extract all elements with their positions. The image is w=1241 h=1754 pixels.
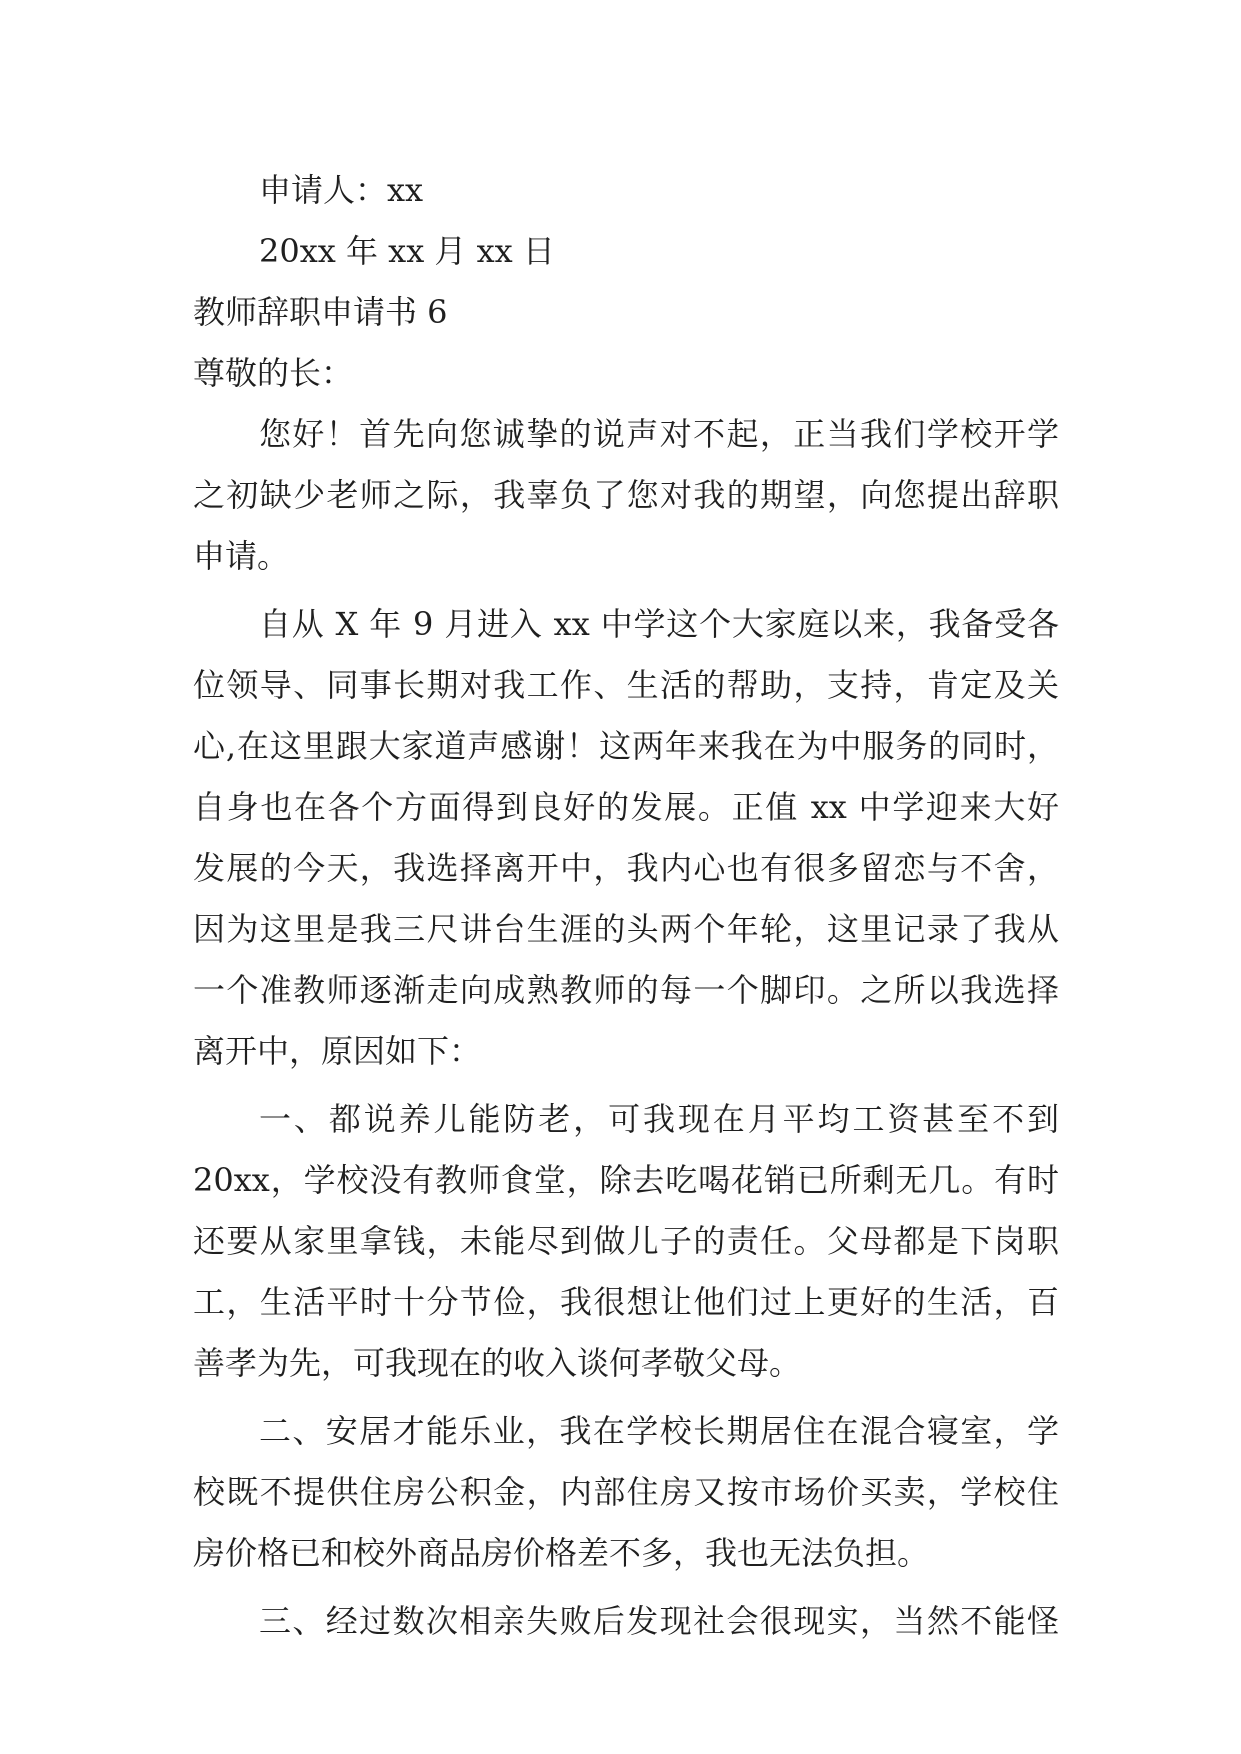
paragraph-line: 工，生活平时十分节俭，我很想让他们过上更好的生活，百 <box>193 1283 1059 1321</box>
paragraph-line: 善孝为先，可我现在的收入谈何孝敬父母。 <box>193 1344 802 1382</box>
para-reason-two <box>193 1401 1059 1584</box>
paragraph-line: 一个准教师逐渐走向成熟教师的每一个脚印。之所以我选择 <box>193 971 1059 1009</box>
document-title: 教师辞职申请书 6 <box>193 293 448 331</box>
paragraph-line: 您好！首先向您诚挚的说声对不起，正当我们学校开学 <box>259 415 1059 453</box>
para-reason-three <box>193 1591 1059 1652</box>
paragraph-line: 申请。 <box>193 537 290 575</box>
paragraph-line: 心,在这里跟大家道声感谢！这两年来我在为中服务的同时， <box>193 727 1059 765</box>
salutation: 尊敬的长： <box>193 354 354 392</box>
paragraph-line: 三、经过数次相亲失败后发现社会很现实，当然不能怪 <box>259 1602 1059 1640</box>
paragraph-line: 校既不提供住房公积金，内部住房又按市场价买卖，学校住 <box>193 1473 1059 1511</box>
paragraph-line: 二、安居才能乐业，我在学校长期居住在混合寝室，学 <box>259 1412 1059 1450</box>
para-reason-one <box>193 1089 1059 1394</box>
paragraph-line: 自身也在各个方面得到良好的发展。正值 xx 中学迎来大好 <box>193 788 1059 826</box>
applicant-line: 申请人：xx <box>259 171 424 209</box>
date-line: 20xx 年 xx 月 xx 日 <box>259 232 555 270</box>
paragraph-line: 房价格已和校外商品房价格差不多，我也无法负担。 <box>193 1534 930 1572</box>
document-body <box>193 160 1059 1652</box>
paragraph-line: 位领导、同事长期对我工作、生活的帮助，支持，肯定及关 <box>193 666 1059 704</box>
paragraph-line: 20xx，学校没有教师食堂，除去吃喝花销已所剩无几。有时 <box>193 1161 1059 1199</box>
paragraph-line: 还要从家里拿钱，未能尽到做儿子的责任。父母都是下岗职 <box>193 1222 1059 1260</box>
paragraph-line: 一、都说养儿能防老，可我现在月平均工资甚至不到 <box>259 1100 1059 1138</box>
para-background <box>193 594 1059 1082</box>
paragraph-line: 发展的今天，我选择离开中，我内心也有很多留恋与不舍， <box>193 849 1059 887</box>
para-greeting <box>193 404 1059 587</box>
paragraph-line: 自从 X 年 9 月进入 xx 中学这个大家庭以来，我备受各 <box>259 605 1059 643</box>
paragraph-line: 之初缺少老师之际，我辜负了您对我的期望，向您提出辞职 <box>193 476 1059 514</box>
paragraph-line: 因为这里是我三尺讲台生涯的头两个年轮，这里记录了我从 <box>193 910 1059 948</box>
paragraph-line: 离开中，原因如下： <box>193 1032 482 1070</box>
